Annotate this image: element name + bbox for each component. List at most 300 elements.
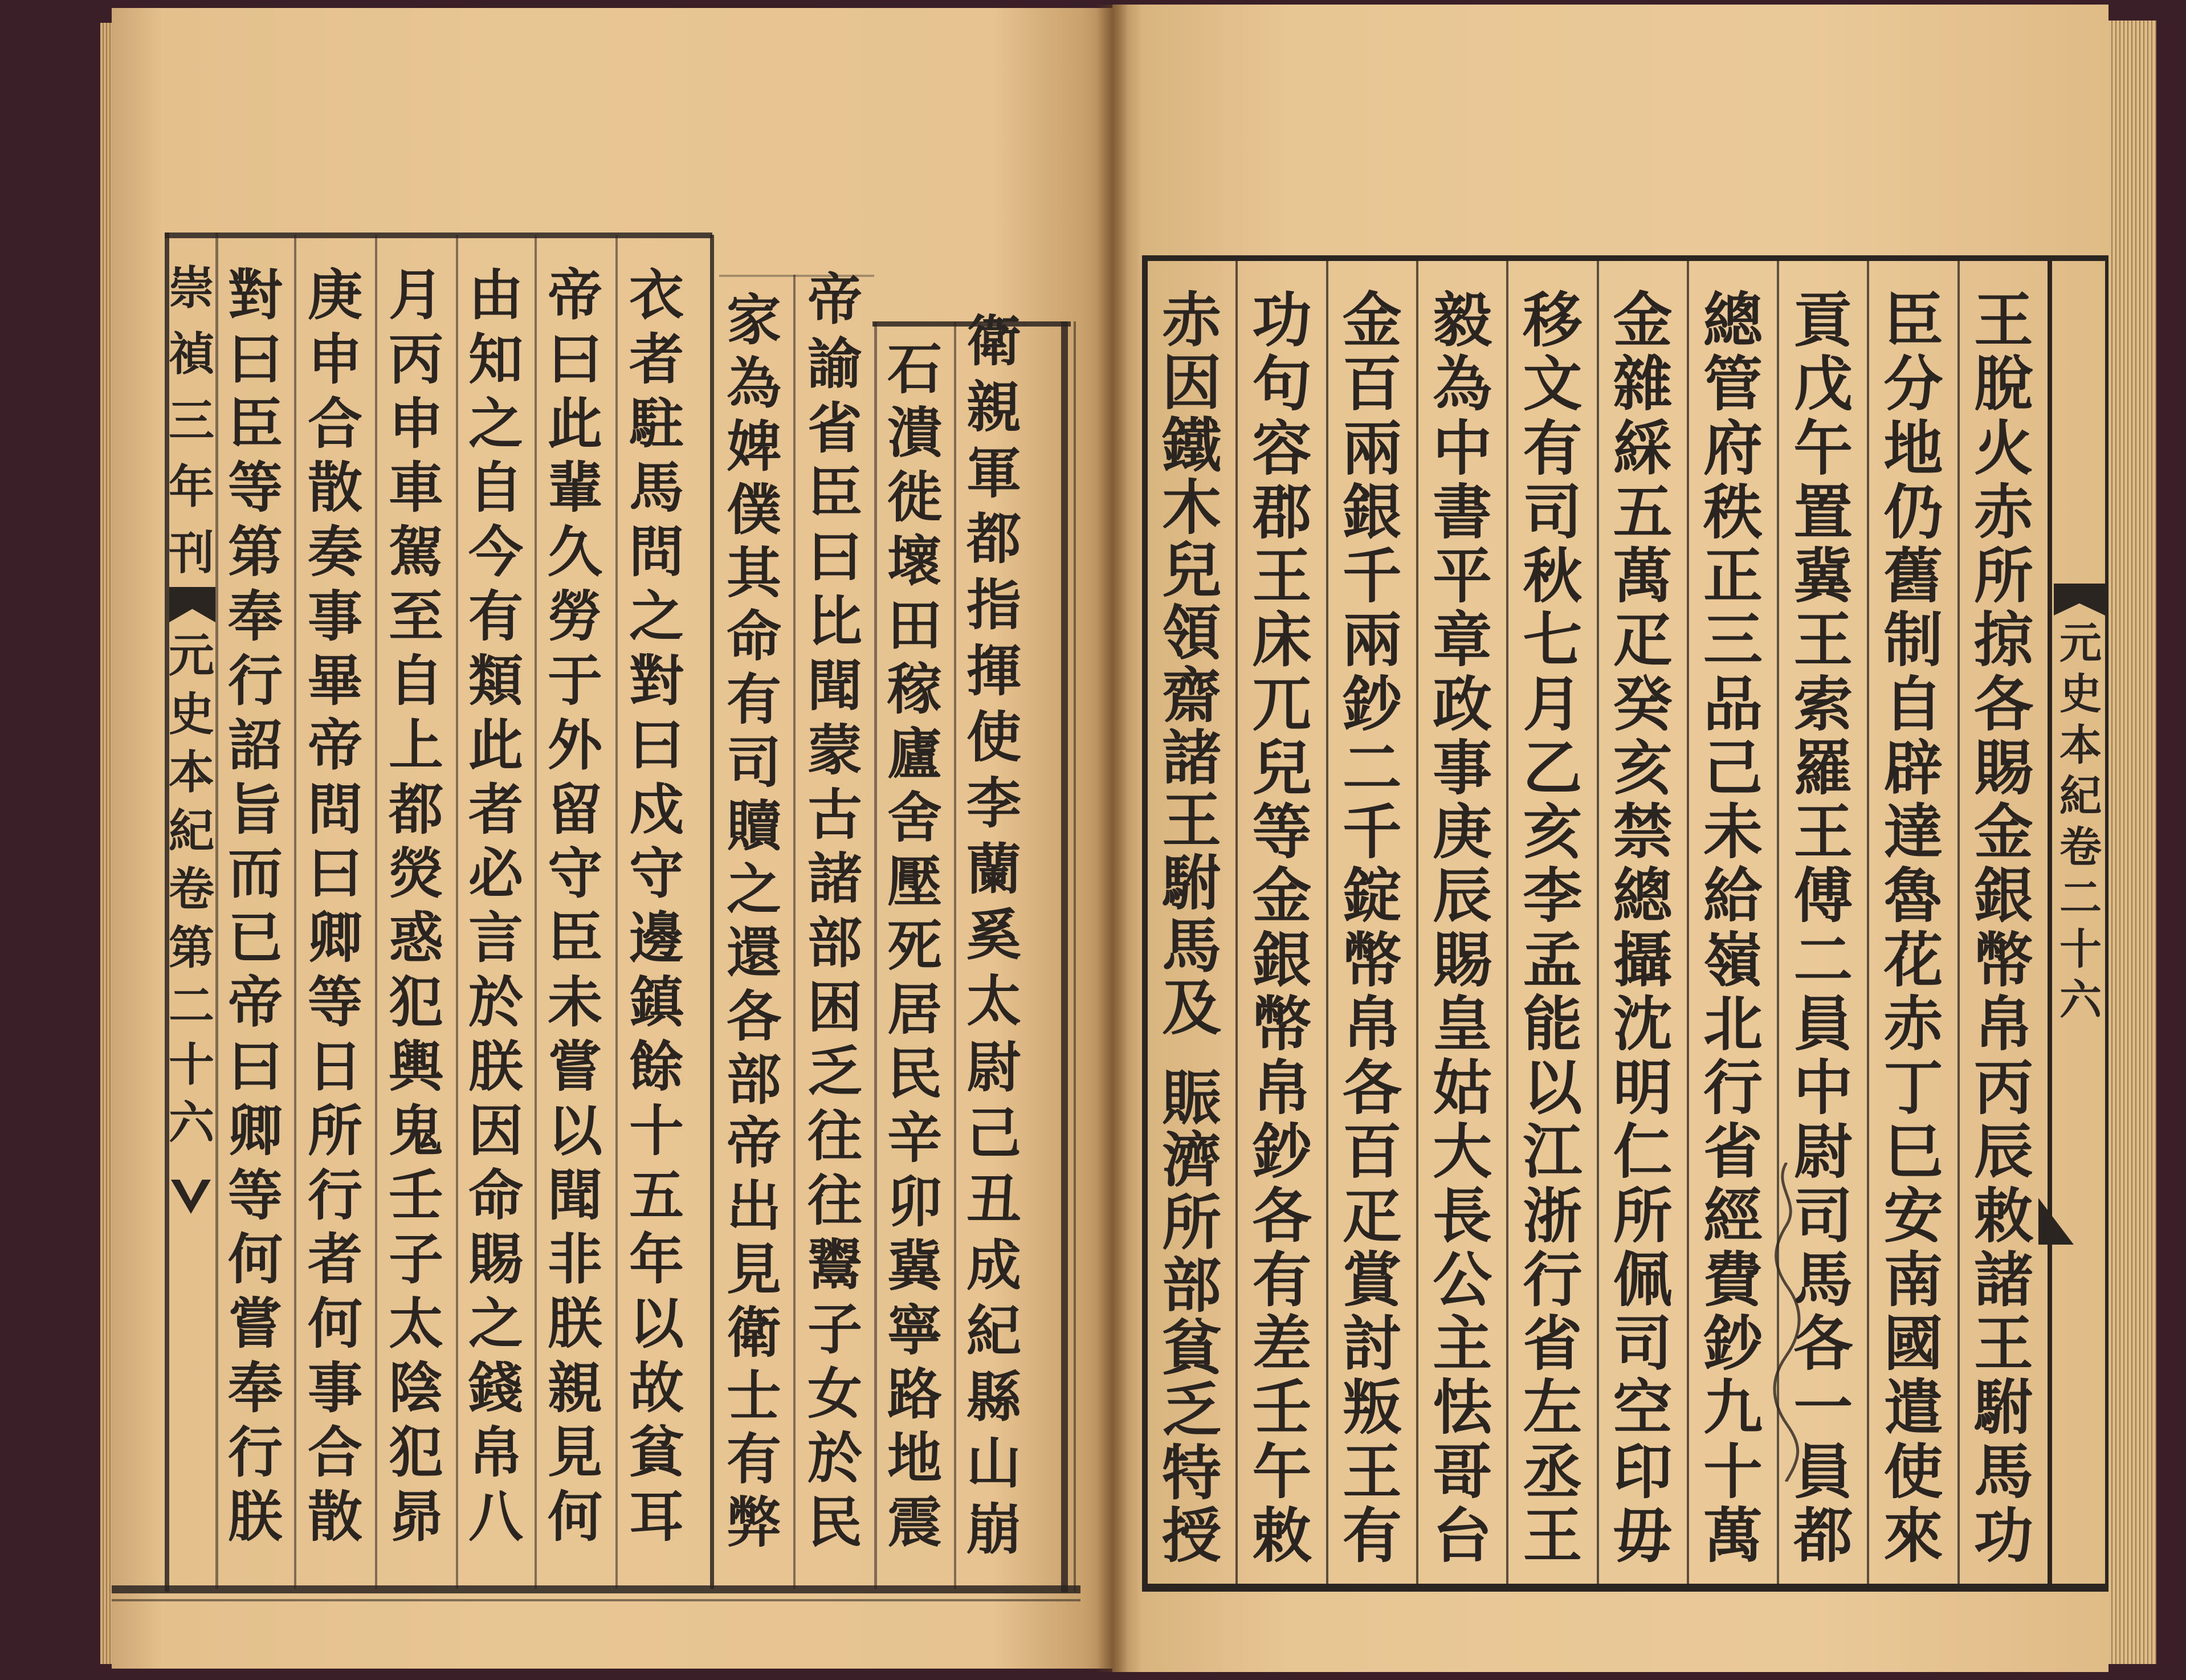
book-spine-shadow	[1096, 5, 1128, 1672]
character: 赤	[1162, 285, 1222, 355]
character: 費	[1703, 1244, 1763, 1315]
text-column	[456, 263, 536, 1549]
character: 疋	[1342, 1180, 1402, 1251]
text-column	[376, 263, 456, 1549]
character: 贖	[727, 794, 781, 859]
character: 掠	[1973, 605, 2033, 675]
character: 賞	[1342, 1244, 1402, 1315]
character: 王	[1162, 785, 1222, 856]
character: 揮	[966, 639, 1021, 704]
text-column	[215, 263, 295, 1549]
character: 何	[548, 1484, 602, 1549]
character: 皇	[1433, 988, 1492, 1059]
character: 者	[308, 1227, 362, 1292]
character: 諸	[807, 846, 862, 911]
character: 脫	[1973, 349, 2033, 419]
character: 衣	[629, 263, 684, 327]
margin-title	[168, 629, 215, 1149]
character: 等	[308, 970, 362, 1035]
character: 勞	[548, 584, 602, 649]
character: 蘭	[966, 837, 1021, 902]
character: 曰	[228, 327, 283, 392]
character: 田	[887, 593, 942, 658]
character: 有	[468, 584, 523, 649]
character: 十	[2059, 924, 2102, 974]
character: 及	[1162, 973, 1222, 1043]
character: 曰	[548, 327, 602, 392]
character: 分	[1883, 349, 1943, 419]
character: 太	[966, 969, 1021, 1034]
character: 索	[1793, 668, 1853, 739]
character: 自	[468, 455, 523, 520]
character: 戊	[1793, 349, 1853, 419]
character: 因	[1162, 347, 1222, 418]
character: 合	[308, 391, 362, 456]
text-column	[714, 288, 794, 1555]
character: 事	[308, 584, 362, 649]
character: 命	[727, 604, 781, 669]
character: 萬	[1703, 1500, 1763, 1571]
character: 申	[389, 391, 443, 456]
character: 諸	[1973, 1244, 2033, 1315]
character: 曰	[807, 524, 862, 589]
character: 辛	[887, 1106, 942, 1171]
character: 置	[1793, 476, 1853, 547]
character: 寧	[887, 1298, 942, 1363]
character: 駕	[389, 520, 443, 585]
character: 曰	[308, 841, 362, 906]
character: 國	[1883, 1308, 1943, 1379]
character: 大	[1433, 1116, 1492, 1187]
character: 之	[629, 584, 684, 649]
character: 授	[1162, 1500, 1222, 1571]
character: 辰	[1433, 861, 1492, 931]
character: 地	[1883, 413, 1943, 483]
character: 金	[1613, 285, 1673, 355]
character: 女	[807, 1361, 862, 1426]
character: 李	[1523, 861, 1583, 931]
character: 諭	[807, 331, 862, 396]
character: 散	[308, 1484, 362, 1549]
character: 鬻	[807, 1233, 862, 1298]
character: 元	[169, 629, 214, 682]
character: 知	[468, 327, 523, 392]
character: 以	[548, 1098, 602, 1163]
character: 聞	[807, 653, 862, 718]
text-column	[1597, 261, 1687, 1584]
character: 為	[727, 351, 781, 416]
character: 貢	[1793, 285, 1853, 355]
character: 總	[1613, 861, 1673, 931]
character: 花	[1883, 924, 1943, 995]
text-column	[1867, 261, 1957, 1584]
character: 鈔	[1342, 668, 1402, 739]
character: 旨	[228, 777, 283, 842]
character: 幣	[1342, 924, 1402, 995]
character: 馬	[1973, 1436, 2033, 1507]
character: 鈔	[1252, 1116, 1312, 1187]
character: 犯	[389, 970, 443, 1035]
character: 明	[1613, 1053, 1673, 1123]
character: 見	[548, 1420, 602, 1485]
character: 部	[1162, 1250, 1222, 1320]
character: 軍	[966, 441, 1021, 505]
character: 庚	[308, 263, 362, 327]
character: 長	[1433, 1180, 1492, 1251]
character: 本	[2059, 720, 2102, 770]
character: 因	[468, 1098, 523, 1163]
character: 亥	[1613, 732, 1673, 803]
character: 所	[308, 1098, 362, 1163]
character: 賜	[468, 1227, 523, 1292]
character: 卿	[228, 1098, 283, 1163]
character: 卯	[887, 1169, 942, 1234]
character: 聞	[548, 1163, 602, 1228]
character: 帛	[468, 1420, 523, 1485]
character: 司	[1613, 1308, 1673, 1379]
character: 山	[966, 1431, 1021, 1496]
character: 九	[1703, 1372, 1763, 1443]
character: 者	[468, 777, 523, 842]
character: 百	[1342, 1116, 1402, 1187]
character: 床	[1252, 605, 1312, 675]
text-column	[875, 337, 955, 1555]
character: 府	[1703, 413, 1763, 483]
character: 地	[887, 1426, 942, 1491]
character: 木	[1162, 472, 1222, 543]
character: 事	[308, 1356, 362, 1421]
character: 金	[1973, 797, 2033, 867]
character: 王	[1973, 1308, 2033, 1379]
character: 貧	[629, 1420, 684, 1485]
character: 太	[389, 1291, 443, 1356]
character: 賑	[1162, 1062, 1222, 1133]
character: 部	[727, 1047, 781, 1112]
character: 已	[228, 906, 283, 971]
character: 火	[1973, 413, 2033, 483]
character: 左	[1523, 1372, 1583, 1443]
character: 銀	[1342, 476, 1402, 547]
character: 守	[548, 841, 602, 906]
character: 傅	[1793, 861, 1853, 931]
character: 員	[1793, 1436, 1853, 1507]
character: 乏	[807, 1039, 862, 1104]
character: 曰	[228, 1034, 283, 1099]
character: 類	[468, 648, 523, 713]
character: 民	[807, 1490, 862, 1555]
character: 王	[1252, 541, 1312, 611]
character: 各	[1252, 1180, 1312, 1251]
character: 王	[1793, 605, 1853, 675]
left-frame-bottom-rule-inner	[112, 1599, 1080, 1601]
character: 奚	[966, 903, 1021, 968]
character: 帛	[1973, 988, 2033, 1059]
character: 管	[1703, 349, 1763, 419]
character: 馬	[1162, 910, 1222, 981]
character: 己	[966, 1100, 1021, 1165]
character: 年	[629, 1227, 684, 1292]
character: 使	[1883, 1436, 1943, 1507]
character: 臣	[1883, 285, 1943, 355]
character: 等	[1252, 797, 1312, 867]
character: 給	[1703, 861, 1763, 931]
character: 赤	[1973, 476, 2033, 547]
left-frame-top-rule	[165, 233, 712, 238]
column-divider	[710, 235, 714, 1589]
character: 郡	[1252, 476, 1312, 547]
character: 帝	[228, 970, 283, 1035]
character: 曰	[629, 712, 684, 777]
character: 嶺	[1703, 924, 1763, 995]
character: 句	[1252, 349, 1312, 419]
character: 孟	[1523, 924, 1583, 995]
character: 百	[1342, 349, 1402, 419]
character: 帝	[308, 712, 362, 777]
character: 困	[807, 975, 862, 1040]
character: 賜	[1973, 732, 2033, 803]
character: 兩	[1342, 413, 1402, 483]
character: 討	[1342, 1308, 1402, 1379]
character: 命	[468, 1163, 523, 1228]
character: 午	[1793, 413, 1853, 483]
character: 七	[1523, 605, 1583, 675]
character: 熒	[389, 841, 443, 906]
character: 齋	[1162, 660, 1222, 731]
character: 文	[1523, 349, 1583, 419]
character: 濟	[1162, 1125, 1222, 1196]
character: 來	[1883, 1500, 1943, 1571]
character: 壬	[1252, 1372, 1312, 1443]
character: 赤	[1883, 988, 1943, 1059]
character: 必	[468, 841, 523, 906]
character: 各	[1793, 1308, 1853, 1379]
character: 五	[1613, 476, 1673, 547]
character: 二	[1342, 732, 1402, 803]
character: 癸	[1613, 668, 1673, 739]
character: 辰	[1973, 1116, 2033, 1187]
character: 等	[228, 455, 283, 520]
character: 以	[629, 1291, 684, 1356]
character: 見	[727, 1237, 781, 1302]
character: 江	[1523, 1116, 1583, 1187]
character: 駐	[629, 391, 684, 456]
character: 千	[1342, 541, 1402, 611]
character: 姑	[1433, 1053, 1492, 1123]
character: 奏	[308, 520, 362, 585]
character: 二	[1793, 924, 1853, 995]
text-column	[954, 309, 1034, 1561]
character: 都	[966, 507, 1021, 572]
character: 比	[807, 589, 862, 654]
character: 第	[169, 920, 214, 974]
character: 雜	[1613, 349, 1673, 419]
character: 年	[169, 459, 214, 513]
character: 特	[1162, 1438, 1222, 1508]
character: 蒙	[807, 717, 862, 782]
character: 移	[1523, 285, 1583, 355]
character: 丑	[966, 1167, 1021, 1232]
character: 各	[1342, 1053, 1402, 1123]
character: 冀	[1793, 541, 1853, 611]
character: 帝	[548, 263, 602, 327]
character: 壬	[389, 1163, 443, 1228]
character: 子	[807, 1297, 862, 1361]
character: 往	[807, 1104, 862, 1169]
character: 丁	[1883, 1053, 1943, 1123]
character: 萬	[1613, 541, 1673, 611]
character: 辟	[1883, 732, 1943, 803]
character: 奉	[228, 1356, 283, 1421]
character: 家	[727, 288, 781, 352]
character: 行	[1703, 1053, 1763, 1123]
right-text-frame	[1142, 255, 2052, 1592]
character: 使	[966, 704, 1021, 769]
left-frame-bottom-rule	[112, 1585, 1080, 1593]
character: 守	[629, 841, 684, 906]
character: 由	[468, 263, 523, 327]
text-column	[1148, 261, 1235, 1584]
character: 日	[308, 1034, 362, 1099]
character: 路	[887, 1362, 942, 1426]
margin-title	[2056, 619, 2105, 1025]
character: 北	[1703, 988, 1763, 1059]
character: 帛	[1342, 988, 1402, 1059]
character: 十	[169, 1037, 214, 1091]
character: 公	[1433, 1244, 1492, 1315]
character: 還	[727, 920, 781, 985]
character: 朕	[468, 1034, 523, 1099]
character: 丙	[389, 327, 443, 392]
character: 往	[807, 1168, 862, 1233]
character: 有	[1523, 413, 1583, 483]
character: 卷	[169, 862, 214, 916]
character: 元	[2059, 619, 2102, 668]
character: 安	[1883, 1180, 1943, 1251]
character: 舊	[1883, 541, 1943, 611]
character: 之	[727, 857, 781, 922]
character: 秋	[1523, 541, 1583, 611]
character: 南	[1883, 1244, 1943, 1315]
character: 賜	[1433, 924, 1492, 995]
character: 銀	[1973, 861, 2033, 931]
character: 此	[468, 712, 523, 777]
character: 弊	[727, 1490, 781, 1555]
character: 主	[1433, 1308, 1492, 1379]
character: 臣	[228, 391, 283, 456]
character: 第	[228, 520, 283, 585]
left-frame-right-rule-inner	[1074, 321, 1076, 1592]
character: 之	[468, 1291, 523, 1356]
character: 李	[966, 770, 1021, 835]
character: 言	[468, 906, 523, 971]
character: 領	[1162, 597, 1222, 668]
character: 有	[727, 667, 781, 732]
character: 六	[2059, 975, 2102, 1025]
character: 叛	[1342, 1372, 1402, 1443]
character: 自	[389, 648, 443, 713]
character: 帝	[807, 267, 862, 332]
character: 三	[1703, 605, 1763, 675]
character: 二	[2059, 874, 2102, 923]
character: 總	[1703, 285, 1763, 355]
character: 陰	[389, 1356, 443, 1421]
character: 有	[727, 1426, 781, 1491]
character: 而	[228, 841, 283, 906]
character: 平	[1433, 541, 1492, 611]
character: 臣	[807, 460, 862, 525]
character: 尉	[966, 1035, 1021, 1100]
character: 員	[1793, 988, 1853, 1059]
character: 刊	[169, 526, 214, 580]
character: 詔	[228, 712, 283, 777]
character: 何	[308, 1291, 362, 1356]
character: 戍	[629, 777, 684, 842]
character: 震	[887, 1490, 942, 1555]
character: 久	[548, 520, 602, 585]
character: 車	[389, 455, 443, 520]
character: 史	[2059, 670, 2102, 719]
character: 司	[1523, 476, 1583, 547]
character: 以	[1523, 1053, 1583, 1123]
character: 印	[1613, 1436, 1673, 1507]
character: 上	[389, 712, 443, 777]
character: 嘗	[548, 1034, 602, 1099]
character: 邊	[629, 906, 684, 971]
character: 死	[887, 913, 942, 978]
character: 禁	[1613, 797, 1673, 867]
character: 錠	[1342, 861, 1402, 931]
character: 卿	[308, 906, 362, 971]
character: 稼	[887, 657, 942, 722]
character: 貧	[1162, 1312, 1222, 1383]
character: 嘗	[228, 1291, 283, 1356]
character: 己	[1703, 732, 1763, 803]
left-frame-right-rule	[1061, 321, 1068, 1592]
character: 留	[548, 777, 602, 842]
character: 石	[887, 337, 942, 401]
character: 午	[1252, 1436, 1312, 1507]
character: 丙	[1973, 1053, 2033, 1123]
character: 羅	[1793, 732, 1853, 803]
character: 居	[887, 977, 942, 1042]
character: 耳	[629, 1484, 684, 1549]
character: 問	[629, 520, 684, 585]
character: 之	[468, 391, 523, 456]
character: 王	[1342, 1436, 1402, 1507]
character: 對	[629, 648, 684, 713]
text-column	[1687, 261, 1777, 1584]
ink-mark	[1767, 1163, 1806, 1482]
character: 兒	[1252, 732, 1312, 803]
character: 銀	[1252, 924, 1312, 995]
character: 丞	[1523, 1436, 1583, 1507]
character: 幣	[1973, 924, 2033, 995]
character: 帛	[1252, 1053, 1312, 1123]
character: 子	[389, 1227, 443, 1292]
character: 外	[548, 712, 602, 777]
character: 乙	[1523, 732, 1583, 803]
character: 等	[228, 1163, 283, 1228]
character: 奉	[228, 584, 283, 649]
character: 中	[1433, 413, 1492, 483]
character: 司	[727, 731, 781, 796]
character: 兒	[1162, 535, 1222, 606]
character: 王	[1793, 797, 1853, 867]
character: 廬	[887, 721, 942, 786]
character: 有	[1342, 1500, 1402, 1571]
character: 婢	[727, 414, 781, 479]
character: 兀	[1252, 668, 1312, 739]
